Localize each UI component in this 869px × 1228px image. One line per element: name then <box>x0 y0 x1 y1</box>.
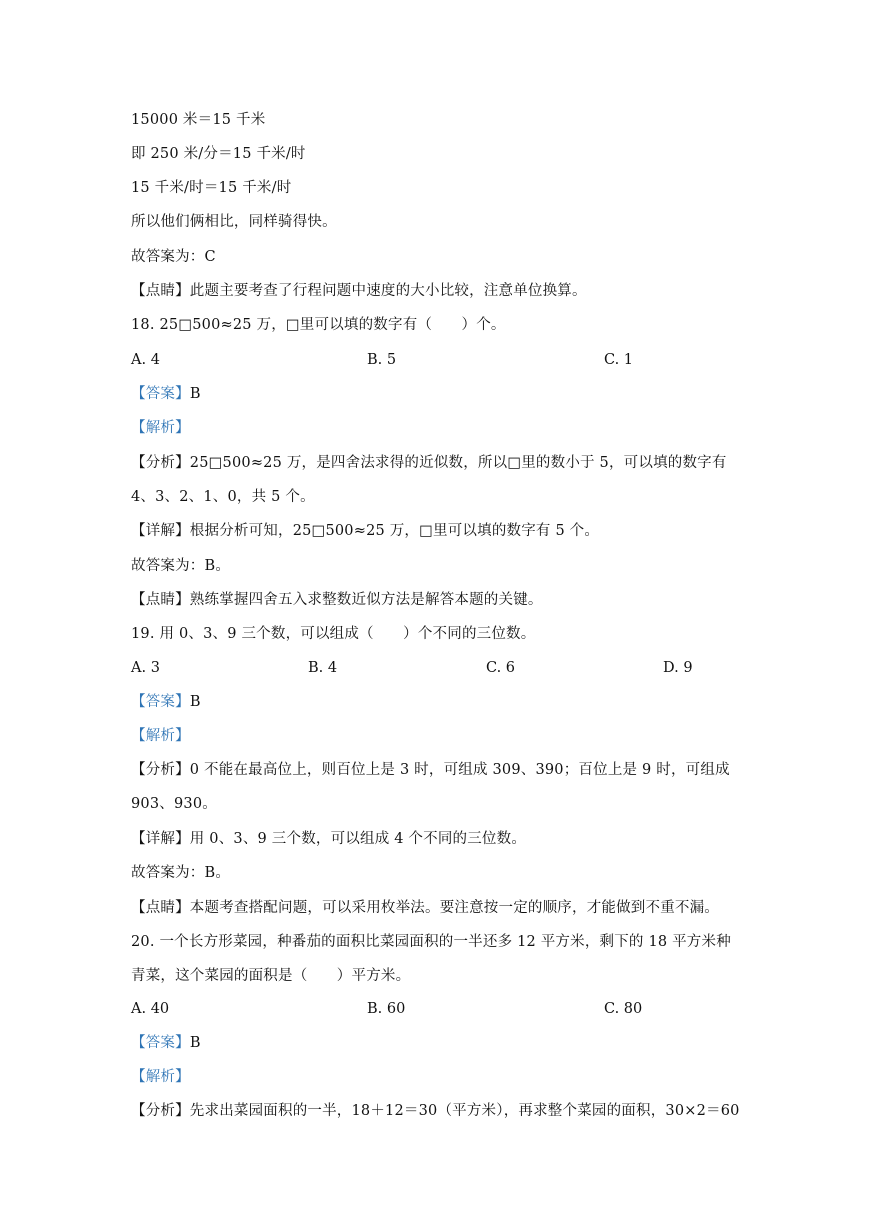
q18-option-c: C. 1 <box>604 352 634 368</box>
answer-value: B <box>189 386 201 402</box>
q18-fenxi-2: 4、3、2、1、0，共 5 个。 <box>131 489 315 505</box>
answer-tag: 【答案】 <box>131 386 190 402</box>
conclusion-line: 故答案为：C <box>131 249 216 265</box>
q20-option-c: C. 80 <box>604 1001 643 1017</box>
text-line: 即 250 米/分＝15 千米/时 <box>131 146 306 162</box>
q20-option-a: A. 40 <box>131 1001 170 1017</box>
answer-value: B <box>189 694 201 710</box>
question-20-line-1: 20. 一个长方形菜园，种番茄的面积比菜园面积的一半还多 12 平方米，剩下的 18 平方米种 <box>131 934 731 950</box>
text-line: 15 千米/时＝15 千米/时 <box>131 180 292 196</box>
q18-option-a: A. 4 <box>131 352 160 368</box>
q18-analysis-tag: 【解析】 <box>131 420 190 436</box>
answer-tag: 【答案】 <box>131 694 190 710</box>
q18-xiangjie: 【详解】根据分析可知，25□500≈25 万，□里可以填的数字有 5 个。 <box>131 523 600 539</box>
answer-value: B <box>189 1035 201 1051</box>
q19-option-a: A. 3 <box>131 660 160 676</box>
q19-answer <box>131 692 201 712</box>
question-19: 19. 用 0、3、9 三个数，可以组成（ ）个不同的三位数。 <box>131 626 536 642</box>
q18-dianjing: 【点睛】熟练掌握四舍五入求整数近似方法是解答本题的关键。 <box>131 592 543 608</box>
q18-fenxi-1: 【分析】25□500≈25 万，是四舍法求得的近似数，所以□里的数小于 5，可以填的数字有 <box>131 455 727 471</box>
q19-fenxi-1: 【分析】0 不能在最高位上，则百位上是 3 时，可组成 309、390；百位上是 9 时，可组成 <box>131 762 730 778</box>
q19-option-b: B. 4 <box>308 660 338 676</box>
text-line: 15000 米＝15 千米 <box>131 112 266 128</box>
question-20-line-2: 青菜，这个菜园的面积是（ ）平方米。 <box>131 968 411 984</box>
q20-option-b: B. 60 <box>367 1001 406 1017</box>
q18-answer <box>131 384 201 404</box>
dianjing-line: 【点睛】此题主要考查了行程问题中速度的大小比较，注意单位换算。 <box>131 283 587 299</box>
q20-answer <box>131 1033 201 1053</box>
q19-dianjing: 【点睛】本题考查搭配问题，可以采用枚举法。要注意按一定的顺序，才能做到不重不漏。 <box>131 900 719 916</box>
text-line: 所以他们俩相比，同样骑得快。 <box>131 214 337 230</box>
q19-option-c: C. 6 <box>486 660 516 676</box>
q19-analysis-tag: 【解析】 <box>131 728 190 744</box>
q18-option-b: B. 5 <box>367 352 397 368</box>
q19-option-d: D. 9 <box>663 660 693 676</box>
q19-xiangjie: 【详解】用 0、3、9 三个数，可以组成 4 个不同的三位数。 <box>131 831 527 847</box>
q19-conclusion: 故答案为：B。 <box>131 865 231 881</box>
q20-fenxi-1: 【分析】先求出菜园面积的一半，18＋12＝30（平方米），再求整个菜园的面积，30×2＝60 <box>131 1103 740 1119</box>
question-18: 18. 25□500≈25 万，□里可以填的数字有（ ）个。 <box>131 317 506 333</box>
answer-tag: 【答案】 <box>131 1035 190 1051</box>
q19-fenxi-2: 903、930。 <box>131 796 217 812</box>
q20-analysis-tag: 【解析】 <box>131 1069 190 1085</box>
q18-conclusion: 故答案为：B。 <box>131 558 231 574</box>
